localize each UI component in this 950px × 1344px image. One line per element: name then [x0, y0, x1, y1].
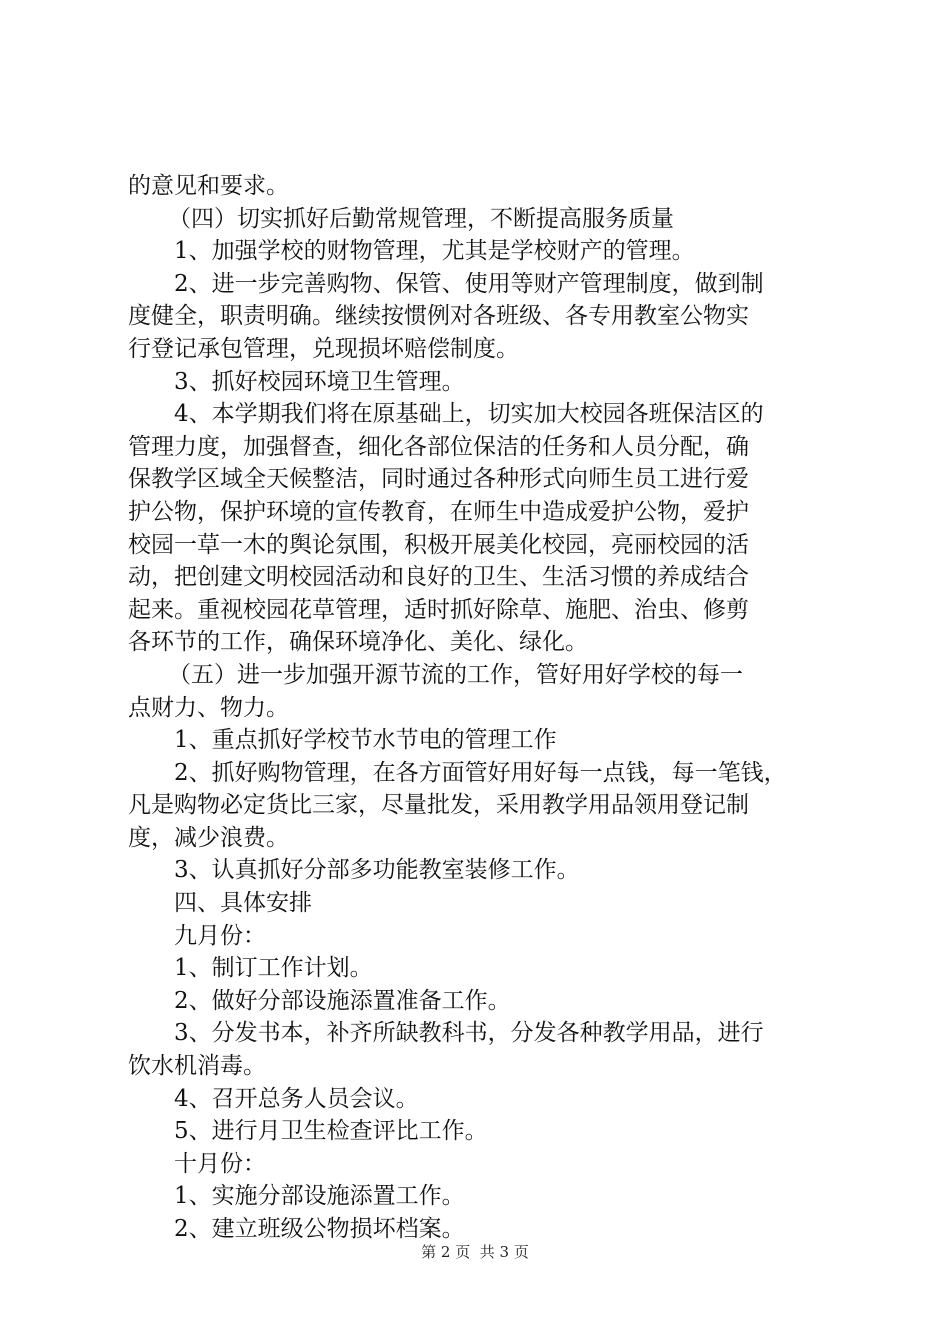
- text-line: 度健全，职责明确。继续按惯例对各班级、各专用教室公物实: [128, 303, 749, 330]
- list-item: 4、召开总务人员会议。: [174, 1085, 419, 1112]
- text-line: 的意见和要求。: [128, 173, 289, 199]
- text-line: 校园一草一木的舆论氛围，积极开展美化校园，亮丽校园的活: [128, 531, 749, 558]
- document-body: [128, 170, 828, 1246]
- list-item: 1、重点抓好学校节水节电的管理工作: [174, 727, 557, 754]
- page-number-label: 第 2 页 共 3 页: [421, 1243, 529, 1261]
- text-line: 动，把创建文明校园活动和良好的卫生、生活习惯的养成结合: [128, 564, 749, 591]
- text-line: 起来。重视校园花草管理，适时抓好除草、施肥、治虫、修剪: [128, 596, 749, 623]
- list-item: 5、进行月卫生检查评比工作。: [174, 1118, 488, 1145]
- list-item: 2、抓好购物管理，在各方面管好用好每一点钱，每一笔钱，: [174, 759, 787, 786]
- text-line: 凡是购物必定货比三家，尽量批发，采用教学用品领用登记制: [128, 792, 749, 819]
- section-heading: （四）切实抓好后勤常规管理，不断提高服务质量: [168, 205, 674, 232]
- list-item: 2、做好分部设施添置准备工作。: [174, 987, 511, 1014]
- list-item: 3、分发书本，补齐所缺教科书，分发各种教学用品，进行: [174, 1020, 764, 1047]
- text-line: 护公物，保护环境的宣传教育，在师生中造成爱护公物，爱护: [128, 498, 749, 525]
- list-item: 3、抓好校园环境卫生管理。: [174, 368, 465, 395]
- page-footer: [0, 1241, 950, 1263]
- text-line: 管理力度，加强督查，细化各部位保洁的任务和人员分配，确: [128, 433, 749, 460]
- list-item: 2、进一步完善购物、保管、使用等财产管理制度，做到制: [174, 270, 764, 297]
- list-item: 1、制订工作计划。: [174, 955, 373, 982]
- month-heading: 九月份：: [174, 922, 266, 949]
- section-heading: 四、具体安排: [174, 890, 312, 917]
- text-line: 各环节的工作，确保环境净化、美化、绿化。: [128, 629, 588, 656]
- list-item: 2、建立班级公物损坏档案。: [174, 1216, 465, 1242]
- list-item: 4、本学期我们将在原基础上，切实加大校园各班保洁区的: [174, 401, 764, 428]
- section-heading: （五）进一步加强开源节流的工作，管好用好学校的每一: [168, 661, 743, 688]
- text-line: 点财力、物力。: [128, 694, 289, 721]
- month-heading: 十月份：: [174, 1150, 266, 1177]
- text-line: 饮水机消毒。: [128, 1053, 266, 1080]
- list-item: 3、认真抓好分部多功能教室装修工作。: [174, 857, 580, 884]
- text-line: 保教学区域全天候整洁，同时通过各种形式向师生员工进行爱: [128, 466, 749, 493]
- list-item: 1、加强学校的财物管理，尤其是学校财产的管理。: [174, 238, 695, 265]
- text-line: 行登记承包管理，兑现损坏赔偿制度。: [128, 335, 519, 362]
- text-line: 度，减少浪费。: [128, 824, 289, 851]
- list-item: 1、实施分部设施添置工作。: [174, 1183, 465, 1210]
